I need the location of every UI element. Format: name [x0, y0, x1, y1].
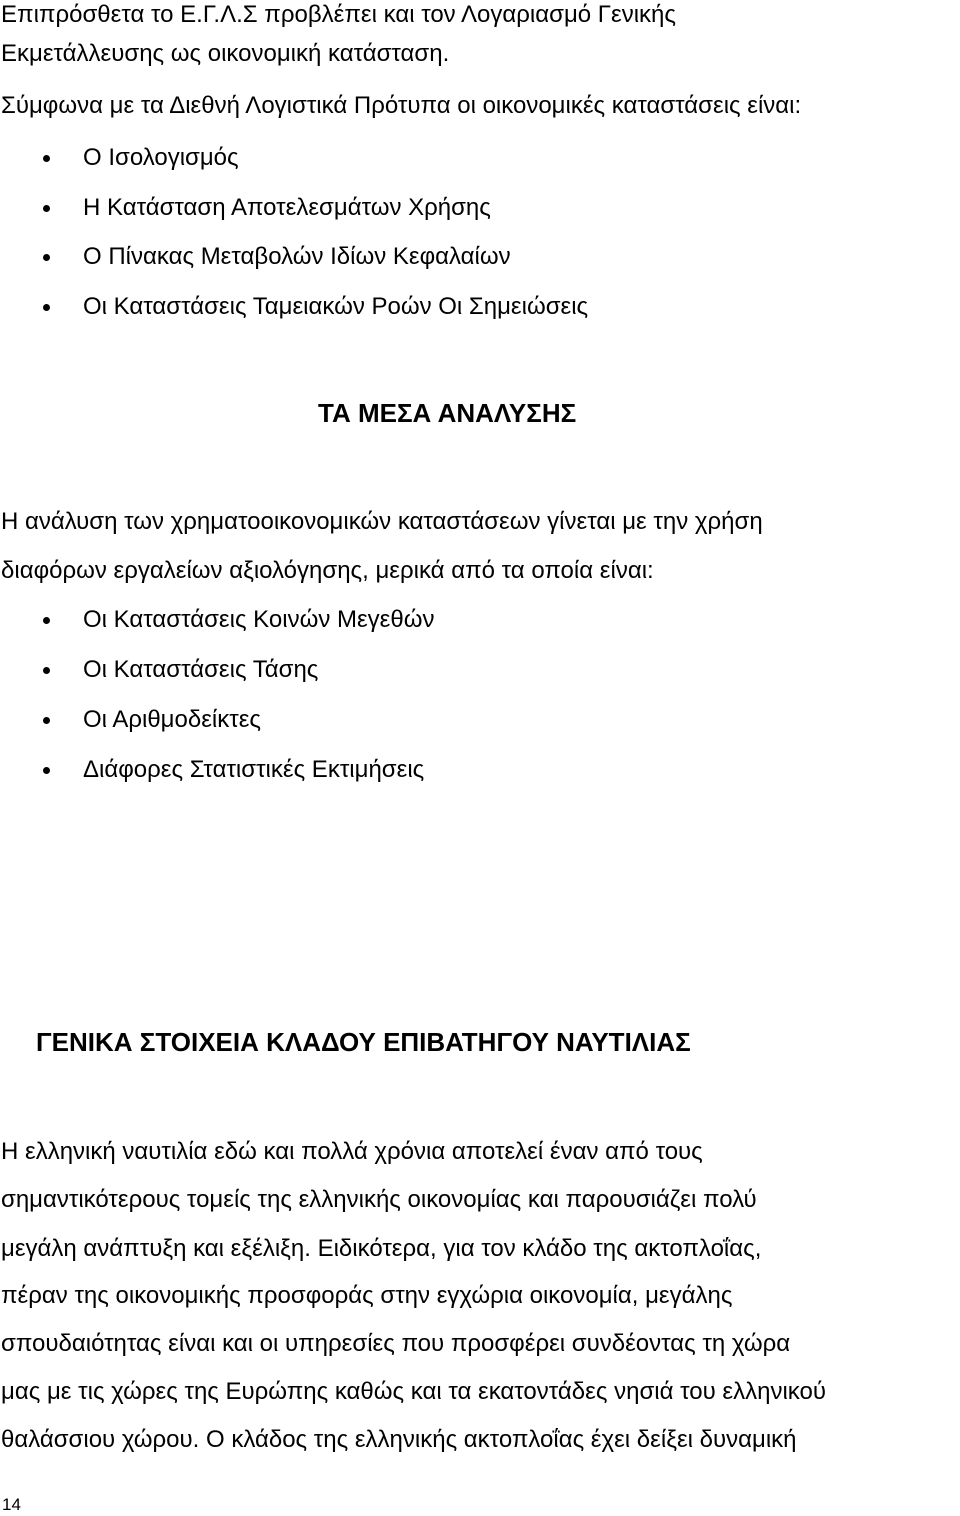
list-item: [0, 755, 900, 785]
bullet-icon: [43, 155, 50, 162]
list-item-text: Οι Καταστάσεις Ταμειακών Ροών Οι Σημειώσεις: [83, 293, 589, 320]
list-item: [0, 292, 900, 322]
list-item-text: Η Κατάσταση Αποτελεσμάτων Χρήσης: [83, 194, 491, 221]
shipping-line-4: πέραν της οικονομικής προσφοράς στην εγχώρια οικονομία, μεγάλης: [1, 1282, 733, 1309]
intro-line-1: Επιπρόσθετα το Ε.Γ.Λ.Σ προβλέπει και τον Λογαριασμό Γενικής: [1, 1, 676, 28]
list-item-text: Οι Καταστάσεις Τάσης: [83, 656, 319, 683]
intro-line-2: Εκμετάλλευσης ως οικονομική κατάσταση.: [1, 40, 450, 67]
shipping-line-3: μεγάλη ανάπτυξη και εξέλιξη. Ειδικότερα, για τον κλάδο της ακτοπλοΐας,: [1, 1235, 762, 1262]
shipping-line-7: θαλάσσιου χώρου. Ο κλάδος της ελληνικής ακτοπλοΐας έχει δείξει δυναμική: [1, 1426, 797, 1453]
analysis-line-2: διαφόρων εργαλείων αξιολόγησης, μερικά από τα οποία είναι:: [1, 557, 654, 584]
list-item: [0, 143, 900, 173]
page-number: 14: [2, 1495, 21, 1514]
bullet-icon: [43, 205, 50, 212]
section-heading-analysis: ΤΑ ΜΕΣΑ ΑΝΑΛΥΣΗΣ: [318, 398, 577, 428]
bullet-icon: [43, 304, 50, 311]
analysis-line-1: Η ανάλυση των χρηματοοικονομικών καταστάσεων γίνεται με την χρήση: [1, 508, 763, 535]
section-heading-shipping: ΓΕΝΙΚΑ ΣΤΟΙΧΕΙΑ ΚΛΑΔΟΥ ΕΠΙΒΑΤΗΓΟΥ ΝΑΥΤΙΛΙΑΣ: [36, 1027, 691, 1057]
bullet-icon: [43, 667, 50, 674]
list-item: [0, 655, 900, 685]
list-item-text: Οι Αριθμοδείκτες: [83, 706, 261, 733]
shipping-line-6: μας με τις χώρες της Ευρώπης καθώς και τα εκατοντάδες νησιά του ελληνικού: [1, 1378, 826, 1405]
list-item-text: Ο Πίνακας Μεταβολών Ιδίων Κεφαλαίων: [83, 243, 511, 270]
shipping-line-1: Η ελληνική ναυτιλία εδώ και πολλά χρόνια αποτελεί έναν από τους: [1, 1138, 703, 1165]
bullet-icon: [43, 254, 50, 261]
list-item: [0, 242, 900, 272]
bullet-icon: [43, 617, 50, 624]
shipping-line-2: σημαντικότερους τομείς της ελληνικής οικονομίας και παρουσιάζει πολύ: [1, 1186, 757, 1213]
bullet-icon: [43, 767, 50, 774]
list-item-text: Διάφορες Στατιστικές Εκτιμήσεις: [83, 756, 425, 783]
list-item-text: Ο Ισολογισμός: [83, 144, 239, 171]
shipping-line-5: σπουδαιότητας είναι και οι υπηρεσίες που προσφέρει συνδέοντας τη χώρα: [1, 1330, 791, 1357]
list-item: [0, 193, 900, 223]
bullet-icon: [43, 717, 50, 724]
list-item: [0, 605, 900, 635]
intro-line-3: Σύμφωνα με τα Διεθνή Λογιστικά Πρότυπα οι οικονομικές καταστάσεις είναι:: [1, 92, 802, 119]
list-item-text: Οι Καταστάσεις Κοινών Μεγεθών: [83, 606, 435, 633]
list-item: [0, 705, 900, 735]
